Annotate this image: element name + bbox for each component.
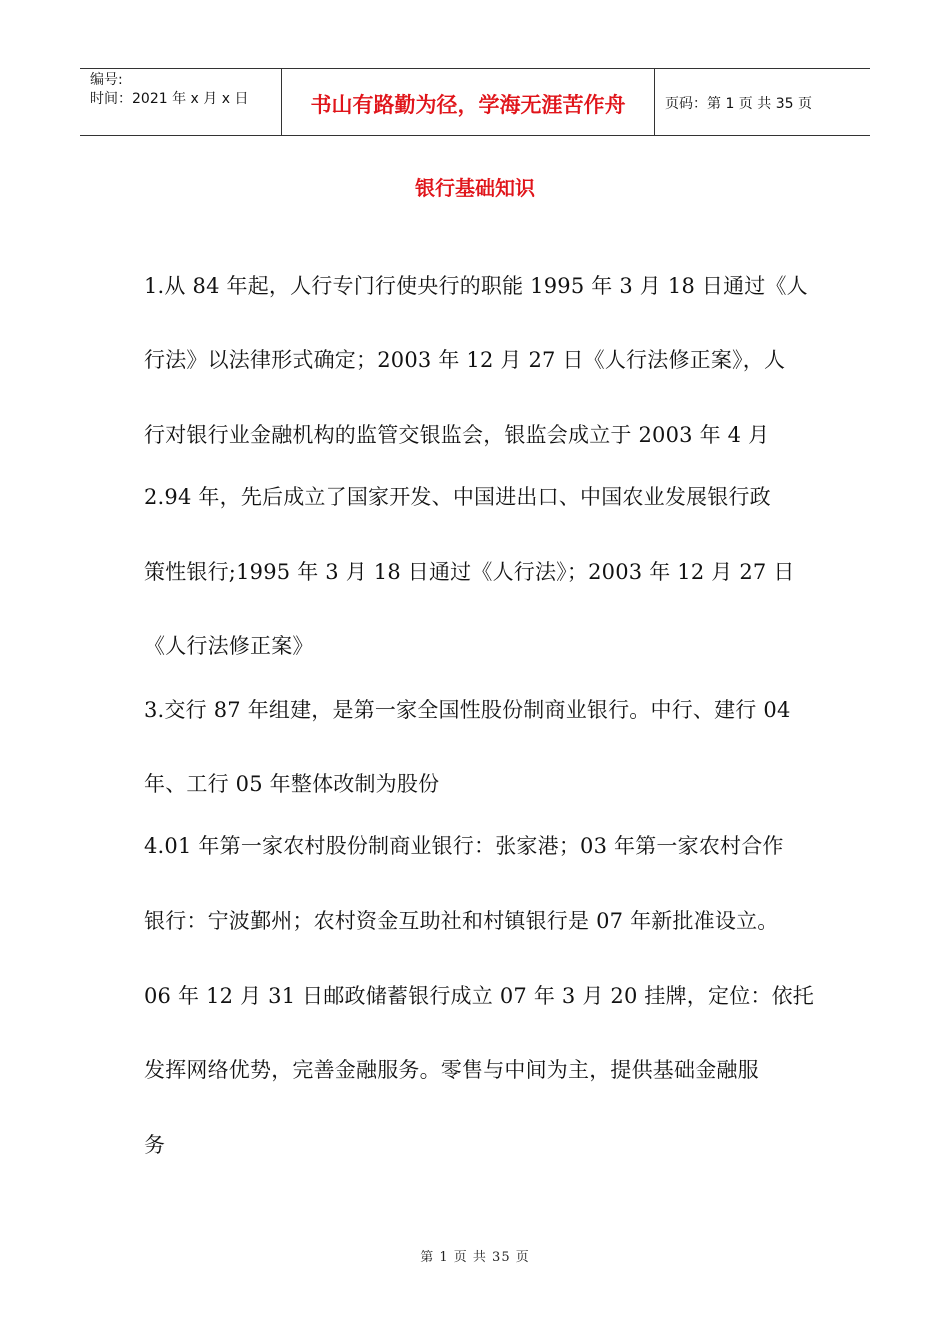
body-line: 行法》以法律形式确定；2003 年 12 月 27 日《人行法修正案》，人 bbox=[144, 348, 786, 372]
body-line: 4.01 年第一家农村股份制商业银行：张家港；03 年第一家农村合作 bbox=[144, 834, 784, 858]
document-title: 银行基础知识 bbox=[415, 176, 535, 200]
header-meta-cell bbox=[80, 69, 282, 135]
body-line: 06 年 12 月 31 日邮政储蓄银行成立 07 年 3 月 20 挂牌，定位：依托 bbox=[144, 984, 814, 1008]
body-line: 务 bbox=[144, 1133, 166, 1157]
body-line: 3.交行 87 年组建，是第一家全国性股份制商业银行。中行、建行 04 bbox=[144, 698, 791, 722]
body-line: 年、工行 05 年整体改制为股份 bbox=[144, 772, 440, 796]
document-header bbox=[80, 68, 870, 136]
body-line: 银行：宁波鄞州；农村资金互助社和村镇银行是 07 年新批准设立。 bbox=[144, 909, 779, 933]
number-label: 编号: bbox=[90, 72, 123, 88]
body-line: 2.94 年，先后成立了国家开发、中国进出口、中国农业发展银行政 bbox=[144, 485, 771, 509]
body-line: 发挥网络优势，完善金融服务。零售与中间为主，提供基础金融服 bbox=[144, 1058, 759, 1082]
motto-text: 书山有路勤为径，学海无涯苦作舟 bbox=[310, 92, 626, 117]
header-page-cell bbox=[655, 69, 870, 135]
body-line: 行对银行业金融机构的监管交银监会，银监会成立于 2003 年 4 月 bbox=[144, 423, 770, 447]
body-line: 策性银行;1995 年 3 月 18 日通过《人行法》；2003 年 12 月 27 日 bbox=[144, 560, 795, 584]
page-footer: 第 1 页 共 35 页 bbox=[420, 1250, 530, 1265]
time-label: 时间：2021 年 x 月 x 日 bbox=[90, 91, 249, 107]
header-motto-cell bbox=[282, 69, 655, 135]
body-line: 1.从 84 年起，人行专门行使央行的职能 1995 年 3 月 18 日通过《人 bbox=[144, 274, 808, 298]
body-line: 《人行法修正案》 bbox=[144, 634, 314, 658]
page-info: 页码：第 1 页 共 35 页 bbox=[665, 96, 812, 112]
